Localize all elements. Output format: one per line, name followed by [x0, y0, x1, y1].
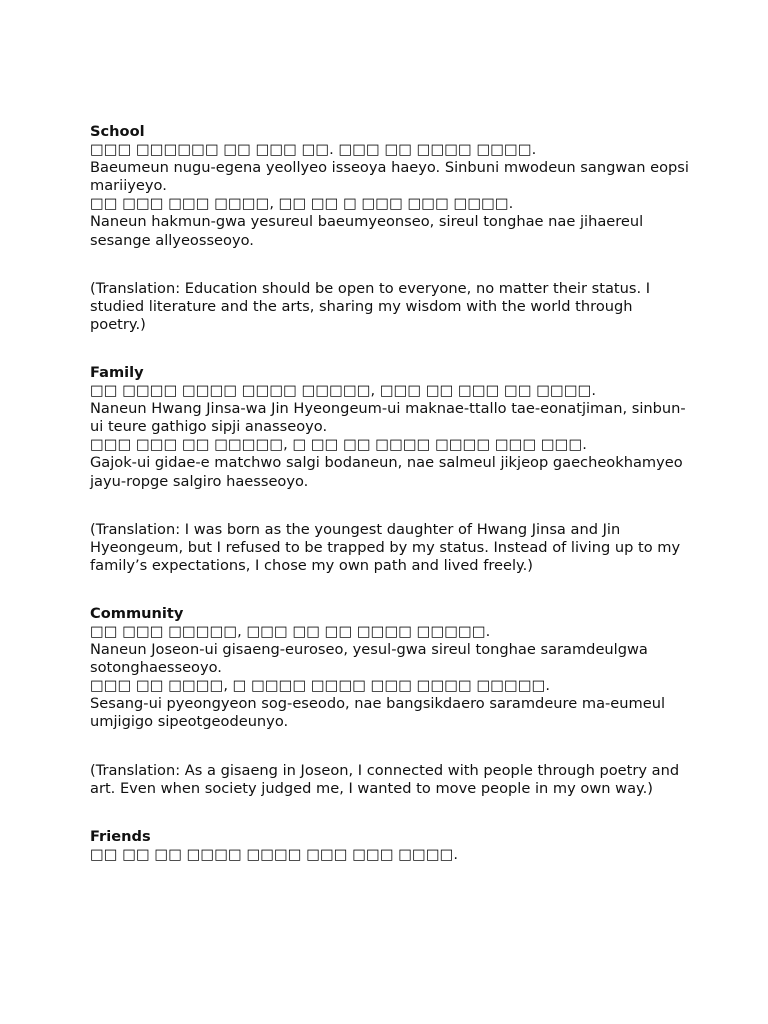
section-community: [90, 605, 690, 798]
section-family: [90, 364, 690, 575]
korean-line: □□ □□□ □□□ □□□□, □□ □□ □ □□□ □□□ □□□□.: [90, 195, 514, 213]
romanized-line: Naneun hakmun-gwa yesureul baeumyeonseo, sireul tonghae nae jihaereul sesange allyeosseoyo.: [90, 213, 644, 249]
korean-line: □□□ □□□ □□ □□□□□, □ □□ □□ □□□□ □□□□ □□□ □□□.: [90, 436, 587, 454]
document-page: [90, 123, 690, 864]
romanized-line: Baeumeun nugu-egena yeollyeo isseoya haeyo. Sinbuni mwodeun sangwan eopsi mariiyeyo.: [90, 159, 689, 195]
section-school: [90, 123, 690, 334]
korean-line: □□□ □□ □□□□, □ □□□□ □□□□ □□□ □□□□ □□□□□.: [90, 677, 551, 695]
section-heading-friends: Friends: [90, 827, 151, 845]
romanized-line: Naneun Hwang Jinsa-wa Jin Hyeongeum-ui maknae-ttallo tae-eonatjiman, sinbun-ui teure gathigo sipji anasseoyo.: [90, 400, 686, 436]
korean-line: □□ □□□□ □□□□ □□□□ □□□□□, □□□ □□ □□□ □□ □□□□.: [90, 382, 597, 400]
korean-line: □□ □□□ □□□□□, □□□ □□ □□ □□□□ □□□□□.: [90, 622, 491, 640]
translation-paragraph: (Translation: I was born as the youngest daughter of Hwang Jinsa and Jin Hyeongeum, but I refused to be trapped by my status. Instead of living up to my family’s expectations, I chose my own path and lived freely.): [90, 520, 681, 574]
translation-paragraph: (Translation: As a gisaeng in Joseon, I connected with people through poetry and art. Even when society judged me, I wanted to move people in my own way.): [90, 761, 680, 797]
section-heading-family: Family: [90, 363, 144, 381]
korean-line: □□□ □□□□□□ □□ □□□ □□. □□□ □□ □□□□ □□□□.: [90, 141, 537, 159]
romanized-line: Naneun Joseon-ui gisaeng-euroseo, yesul-gwa sireul tonghae saramdeulgwa sotonghaesseoyo.: [90, 641, 648, 677]
korean-line: □□ □□ □□ □□□□ □□□□ □□□ □□□ □□□□.: [90, 845, 459, 863]
romanized-line: Gajok-ui gidae-e matchwo salgi bodaneun, nae salmeul jikjeop gaecheokhamyeo jayu-ropge salgiro haesseoyo.: [90, 454, 683, 490]
romanized-line: Sesang-ui pyeongyeon sog-eseodo, nae bangsikdaero saramdeure ma-eumeul umjigigo sipeotgeodeunyo.: [90, 695, 665, 731]
section-friends: [90, 828, 690, 864]
section-heading-school: School: [90, 123, 145, 140]
section-heading-community: Community: [90, 604, 184, 622]
translation-paragraph: (Translation: Education should be open to everyone, no matter their status. I studied literature and the arts, sharing my wisdom with the world through poetry.): [90, 279, 651, 333]
